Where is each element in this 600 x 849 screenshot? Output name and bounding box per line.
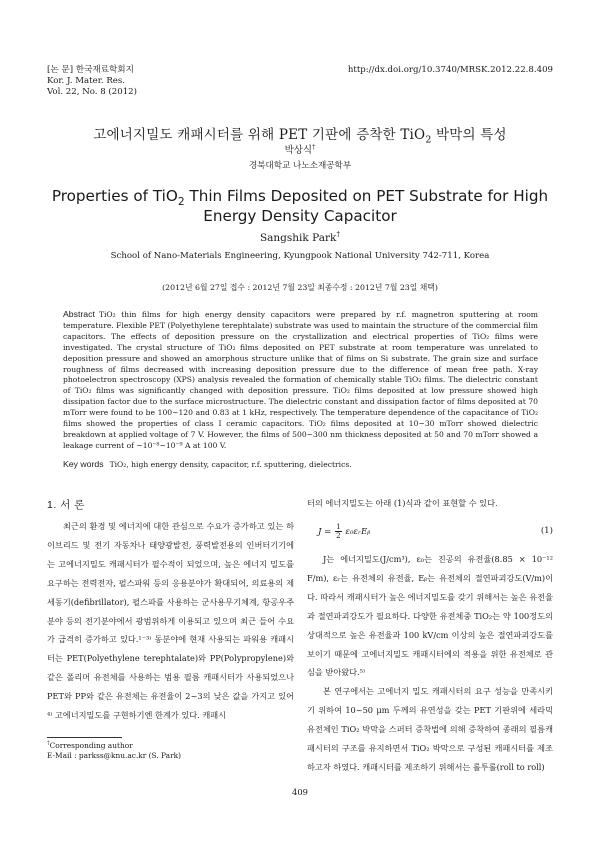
paragraph: 본 연구에서는 고에너지 밀도 캐패시터의 요구 성능을 만족시키기 위하여 10~50 μm 두께의 유연성을 갖는 PET 기판위에 세라믹 유전체인 TiO₂ 박막을 스퍼터 증착법에 의해 증착하여 종래의 필름캐패시터의 구조를 유지하면서 TiO₂ 박막으로 구성된 캐패시터를 제조하고자 하였다. 캐패시터를 제조하기 위해서는 롤투롤(roll to roll)	[307, 686, 553, 772]
journal-header	[47, 65, 137, 98]
right-column-intro	[307, 494, 553, 513]
abstract-label: Abstract	[63, 309, 95, 319]
left-column-body	[47, 517, 294, 725]
korean-author: 박상식†	[284, 142, 316, 156]
journal-name-english: Kor. J. Mater. Res.	[47, 76, 126, 86]
journal-volume: Vol. 22, No. 8 (2012)	[47, 87, 137, 97]
equation-1: J = $\frac{1}{2}$ ε₀εᵣEᵦ (1)	[318, 523, 553, 540]
section-heading-introduction: 1. 서 론	[47, 499, 85, 511]
equation-rhs: ε₀εᵣEᵦ	[345, 527, 371, 537]
abstract-text: TiO₂ thin films for high energy density capacitors were prepared by r.f. magnetron sputtering at room temperature. Flexible PET (Polyethylene terephtalate) substrate was used to maintain the structure of the commercial film capacitors. The effects of deposition pressure on the crystallization and electrical properties of TiO₂ films were investigated. The crystal structure of TiO₂ films deposited on PET substrate at room temperature was unrelated to deposition pressure and showed an amorphous structure unlike that of films on Si substrate. The grain size and surface roughness of films decreased with increasing deposition pressure due to the difference of mean free path. X-ray photoelectron spectroscopy (XPS) analysis revealed the formation of chemically stable TiO₂ films. The dielectric constant of TiO₂ films was significantly changed with deposition pressure. TiO₂ films deposited at low pressure showed high dissipation factor due to the surface microstructure. The dielectric constant and dissipation factor of films deposited at 70 mTorr were found to be 100~120 and 0.83 at 1 kHz, respectively. The temperature dependence of the capacitance of TiO₂ films showed the properties of class I ceramic capacitors. TiO₂ films deposited at 10~30 mTorr showed dielectric breakdown at applied voltage of 7 V. However, the films of 500~300 nm thickness deposited at 50 and 70 mTorr showed a leakage current of ~10⁻⁸~10⁻⁹ A at 100 V.	[63, 310, 538, 450]
footnote: †Corresponding author E-Mail : parkss@knu.ac.kr (S. Park)	[47, 740, 181, 760]
keywords	[63, 459, 538, 470]
equation-lhs: J	[318, 527, 322, 537]
page-number: 409	[292, 787, 308, 797]
equation-fraction: $\frac{1}{2}$	[336, 523, 341, 540]
equation-number: (1)	[540, 526, 553, 536]
english-author: Sangshik Park†	[259, 229, 341, 244]
footnote-email: E-Mail : parkss@knu.ac.kr (S. Park)	[47, 751, 181, 760]
journal-name-korean: [논 문] 한국재료학회지	[47, 65, 134, 75]
korean-affiliation: 경북대학교 나노소재공학부	[248, 161, 352, 171]
paragraph: 터의 에너지밀도는 아래 (1)식과 같이 표현할 수 있다.	[307, 498, 498, 508]
doi-link[interactable]: http://dx.doi.org/10.3740/MRSK.2012.22.8.409	[347, 65, 553, 75]
right-column-body	[307, 550, 553, 777]
korean-title: 고에너지밀도 캐패시터를 위해 PET 기판에 증착한 TiO$_2$ 박막의 특성	[93, 127, 507, 146]
english-title: Properties of TiO$_2$ Thin Films Deposited on PET Substrate for High Energy Density Capacitor	[51, 187, 549, 225]
keywords-text: TiO₂, high energy density, capacitor, r.f. sputtering, dielectrics.	[109, 460, 352, 469]
abstract	[63, 309, 538, 452]
keywords-label: Key words	[63, 459, 104, 469]
english-affiliation: School of Nano-Materials Engineering, Kyungpook National University 742-711, Korea	[110, 251, 490, 261]
submission-dates: (2012년 6월 27일 접수 : 2012년 7월 23일 최종수정 : 2012년 7월 23일 채택)	[162, 283, 438, 292]
paragraph: 최근의 환경 및 에너지에 대한 관심으로 수요가 증가하고 있는 하이브리드 및 전기 자동차나 태양광발전, 풍력발전용의 인버터기기에는 고에너지밀도 캐패시터가 필수적이 되었으며, 높은 에너지 밀도를 요구하는 전력전자, 펄스파워 등의 응용분야가 확대되어, 의료용의 제세동기(defibrillator), 펄스파를 사용하는 군사용무기체계, 항공우주분야 등의 전기분야에서 광범위하게 이용되고 있으며 최근 들어 수요가 급격히 증가하고 있다.¹⁻³⁾ 동분야에 현재 사용되는 파워용 캐패시터는 PET(Polyethylene terephtalate)와 PP(Polypropylene)와 같은 폴리머 유전체를 사용하는 범용 필름 캐패시터가 사용되었으나 PET와 PP와 같은 유전체는 유전율이 2~3의 낮은 값을 가지고 있어⁴⁾ 고에너지밀도를 구현하기엔 한계가 있다. 캐패시	[47, 521, 294, 721]
footnote-rule	[47, 737, 122, 738]
paragraph: J는 에너지밀도(J/cm³), ε₀는 진공의 유전율(8.85 × 10⁻¹² F/m), εᵣ는 유전체의 유전율, Eᵦ는 유전체의 절연파괴강도(V/m)이다. 따라서 캐패시터가 높은 에너지밀도를 갖기 위해서는 높은 유전율과 절연파괴강도가 필요하다. 다양한 유전체중 TiO₂는 약 100정도의 상대적으로 높은 유전율과 100 kV/cm 이상의 높은 절연파괴강도를 보이기 때문에 고에너지밀도 캐패시터에의 적용을 위한 유전체로 관심을 받아왔다.⁵⁾	[307, 554, 553, 678]
